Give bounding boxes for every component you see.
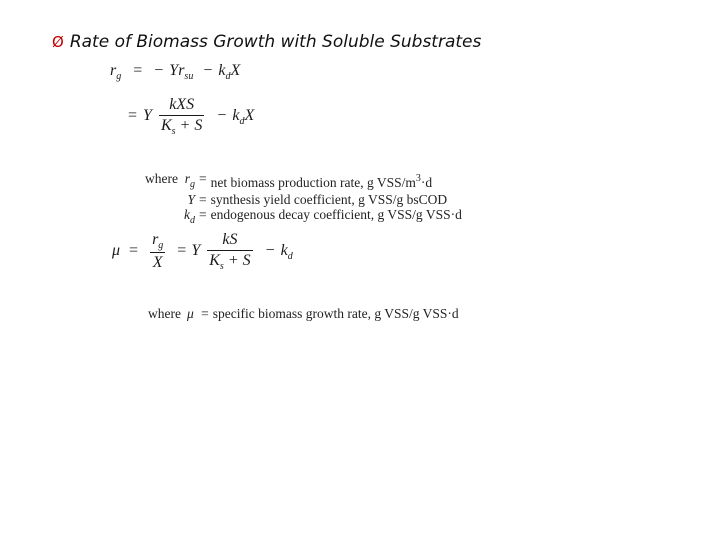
- eq2-term-x: X: [244, 107, 255, 125]
- eq1-term1: Yr: [169, 62, 185, 79]
- eq3-term-sub: d: [287, 251, 293, 263]
- eq3-f1-den: X: [152, 254, 163, 271]
- def-symbol: r: [184, 171, 190, 186]
- definition-row: [145, 192, 462, 207]
- eq3-minus: −: [265, 242, 275, 260]
- eq1-lhs-sub: g: [116, 71, 122, 82]
- eq1-term2-sub: d: [225, 71, 231, 82]
- eq1-equals: =: [133, 62, 143, 79]
- def-equals: =: [198, 192, 207, 207]
- eq2-term-k: k: [232, 107, 240, 125]
- equation-rg-substrate: [110, 62, 240, 82]
- def-description: net biomass production rate, g VSS/m: [210, 175, 416, 190]
- equation-rg-monod: [128, 96, 254, 137]
- eq2-den-k: K: [160, 117, 172, 134]
- eq1-term2-k: k: [218, 62, 226, 79]
- eq3-f2-den-k: K: [209, 252, 220, 269]
- def-description: endogenous decay coefficient, g VSS/g VSS·d: [210, 207, 462, 222]
- definitions-block-2: [148, 306, 459, 322]
- eq1-minus2: −: [203, 62, 213, 79]
- eq3-term-k: k: [280, 242, 288, 260]
- def-unit-rest: ·d: [420, 175, 433, 190]
- eq1-minus1: −: [154, 62, 164, 79]
- heading-text: Rate of Biomass Growth with Soluble Substrates: [69, 32, 482, 52]
- def-symbol: μ: [186, 306, 194, 321]
- def-symbol-sub: g: [189, 179, 195, 190]
- eq3-fraction2: [207, 231, 252, 272]
- eq1-lhs: r: [110, 62, 117, 79]
- eq3-equals2: =: [177, 242, 187, 260]
- def-equals: =: [201, 306, 209, 321]
- eq2-den-rest: + S: [175, 117, 203, 134]
- def-symbol-sub: d: [189, 215, 195, 226]
- eq1-term1-sub: su: [184, 71, 194, 82]
- def-symbol: k: [183, 207, 190, 222]
- def-symbol: Y: [187, 192, 195, 207]
- eq3-fraction1: [150, 231, 165, 272]
- eq3-f1-num: r: [152, 231, 159, 248]
- eq3-f1-num-sub: g: [158, 240, 164, 251]
- eq1-term2-x: X: [230, 62, 241, 79]
- definitions-block-1: [145, 171, 462, 228]
- definition-row: [145, 171, 462, 192]
- equation-mu: [112, 231, 293, 272]
- eq3-f2-num: kS: [222, 231, 238, 248]
- eq2-numerator: kXS: [169, 96, 195, 113]
- eq2-fraction: [159, 96, 204, 137]
- eq2-coef: Y: [143, 107, 152, 125]
- def-equals: =: [198, 207, 207, 222]
- where-label: where: [145, 171, 178, 186]
- eq3-coef: Y: [191, 242, 201, 260]
- eq2-minus: −: [217, 107, 227, 125]
- def-description: specific biomass growth rate, g VSS/g VSS·d: [212, 306, 459, 321]
- eq2-term-sub: d: [239, 116, 245, 128]
- eq3-f2-den-sub: s: [219, 261, 224, 272]
- def-equals: =: [198, 171, 207, 186]
- eq2-den-sub: s: [171, 126, 176, 137]
- definition-row: [145, 207, 462, 228]
- arrow-bullet-icon: Ø: [52, 33, 64, 51]
- eq3-f2-den-rest: + S: [223, 252, 251, 269]
- eq3-lhs: μ: [112, 242, 121, 260]
- def-description: synthesis yield coefficient, g VSS/g bsCOD: [210, 192, 448, 207]
- eq3-equals: =: [129, 242, 139, 260]
- def-unit-sup: 3: [415, 173, 421, 184]
- eq2-equals: =: [128, 107, 138, 125]
- where-label: where: [148, 306, 181, 321]
- slide-heading: [52, 32, 481, 52]
